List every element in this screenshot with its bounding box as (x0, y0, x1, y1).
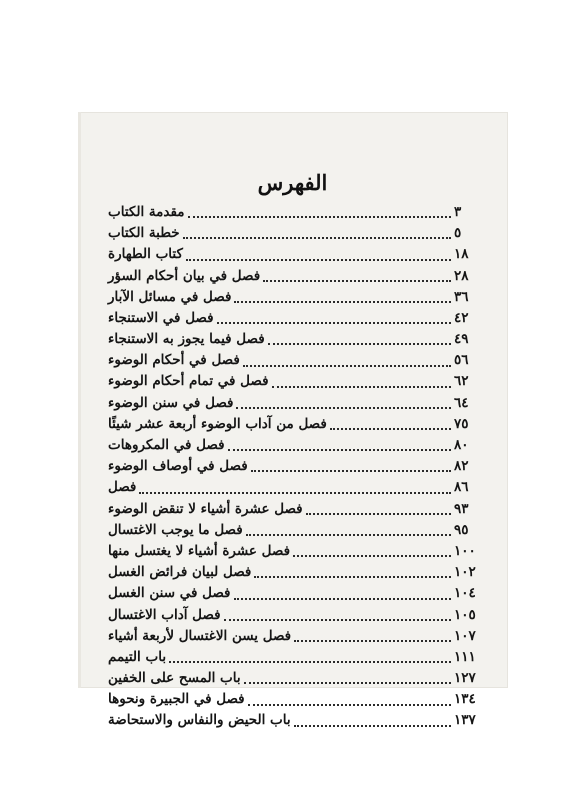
toc-entry (108, 414, 482, 435)
dot-leader (244, 682, 451, 684)
toc-entry-page-number: ٧٥ (454, 415, 469, 432)
toc-entry-title: خطبة الكتاب (108, 225, 180, 242)
toc-entry-title: فصل آداب الاغتسال (108, 606, 221, 623)
toc-entry-title: فصل عشرة أشياء لا تنقض الوضوء (108, 500, 303, 517)
toc-entry-title: فصل ما يوجب الاغتسال (108, 521, 243, 538)
dot-leader (293, 555, 451, 557)
toc-entry-page-number: ٤٢ (454, 309, 469, 326)
toc-entry (108, 541, 482, 562)
toc-entry (108, 266, 482, 287)
toc-entry-page-number: ١٣٧ (454, 712, 476, 729)
toc-entry (108, 499, 482, 520)
dot-leader (251, 470, 451, 472)
toc-entry (108, 647, 482, 668)
toc-entry-page-number: ٦٢ (454, 373, 469, 390)
toc-entry-page-number: ٦٤ (454, 394, 469, 411)
toc-entry-title: فصل عشرة أشياء لا يغتسل منها (108, 542, 291, 559)
page-title: الفهرس (257, 170, 328, 195)
toc-entry-title: فصل لبيان فرائض الغسل (108, 564, 252, 581)
toc-entry-page-number: ٩٥ (454, 521, 469, 538)
toc-entry-page-number: ١٣٤ (454, 691, 476, 708)
dot-leader (294, 725, 451, 727)
dot-leader (254, 576, 451, 578)
toc-entry (108, 668, 482, 689)
dot-leader (224, 619, 451, 621)
toc-entry-page-number: ٨٢ (454, 458, 469, 475)
dot-leader (188, 216, 451, 218)
toc-entry-page-number: ٤٩ (454, 331, 469, 348)
toc-entry-title: فصل في أوصاف الوضوء (108, 458, 248, 475)
toc-entry-title: باب الحيض والنفاس والاستحاضة (108, 712, 291, 729)
toc-entry (108, 456, 482, 477)
toc-entry-title: فصل في تمام أحكام الوضوء (108, 373, 269, 390)
page-edge (78, 112, 81, 688)
dot-leader (243, 365, 451, 367)
toc-entry-page-number: ٥٦ (454, 352, 469, 369)
dot-leader (186, 259, 451, 261)
dot-leader (139, 492, 451, 494)
toc-entry-page-number: ١٠٥ (454, 606, 476, 623)
toc-entry-title: باب التيمم (108, 648, 167, 665)
toc-entry-title: مقدمة الكتاب (108, 203, 185, 220)
toc-entry-title: كتاب الطهارة (108, 246, 183, 263)
toc-entry-title: فصل في المكروهات (108, 437, 225, 454)
toc-entry-title: فصل من آداب الوضوء أربعة عشر شيئًا (108, 415, 327, 432)
toc-entry-page-number: ٥ (454, 225, 462, 242)
dot-leader (263, 280, 451, 282)
dot-leader (306, 513, 451, 515)
toc-entry-title: فصل في مسائل الآبار (108, 288, 232, 305)
toc-entry (108, 308, 482, 329)
toc-entry (108, 223, 482, 244)
toc-entry (108, 435, 482, 456)
dot-leader (228, 449, 451, 451)
toc-entry (108, 626, 482, 647)
table-of-contents (108, 202, 482, 732)
toc-entry-page-number: ١٠٧ (454, 627, 476, 644)
dot-leader (217, 322, 451, 324)
toc-entry-page-number: ١٠٤ (454, 585, 476, 602)
toc-entry (108, 287, 482, 308)
toc-entry (108, 393, 482, 414)
dot-leader (183, 237, 451, 239)
dot-leader (294, 640, 451, 642)
toc-entry (108, 583, 482, 604)
toc-entry (108, 605, 482, 626)
toc-entry (108, 329, 482, 350)
dot-leader (268, 343, 451, 345)
toc-entry (108, 711, 482, 732)
dot-leader (234, 301, 451, 303)
toc-entry-page-number: ٩٣ (454, 500, 469, 517)
toc-entry-title: فصل في سنن الوضوء (108, 394, 234, 411)
toc-entry-title: فصل (108, 479, 137, 496)
toc-entry-title: باب المسح على الخفين (108, 670, 241, 687)
dot-leader (234, 598, 452, 600)
toc-entry-page-number: ٣ (454, 203, 462, 220)
toc-entry-page-number: ٨٠ (454, 437, 469, 454)
dot-leader (246, 534, 451, 536)
toc-entry-page-number: ٨٦ (454, 479, 469, 496)
dot-leader (330, 428, 451, 430)
toc-entry-page-number: ١١١ (454, 648, 476, 665)
toc-entry-page-number: ١٠٢ (454, 564, 476, 581)
toc-entry-page-number: ١٢٧ (454, 670, 476, 687)
toc-entry (108, 372, 482, 393)
toc-entry (108, 562, 482, 583)
dot-leader (248, 704, 451, 706)
toc-entry-title: فصل في أحكام الوضوء (108, 352, 240, 369)
dot-leader (236, 407, 451, 409)
dot-leader (169, 661, 451, 663)
dot-leader (272, 386, 451, 388)
toc-entry-title: فصل في الجبيرة ونحوها (108, 691, 245, 708)
toc-entry-title: فصل في سنن الغسل (108, 585, 231, 602)
toc-entry-page-number: ٢٨ (454, 267, 469, 284)
toc-entry-page-number: ١٨ (454, 246, 469, 263)
toc-entry-page-number: ١٠٠ (454, 542, 476, 559)
toc-entry-title: فصل يسن الاغتسال لأربعة أشياء (108, 627, 292, 644)
toc-entry-title: فصل في الاستنجاء (108, 309, 214, 326)
toc-entry-title: فصل فيما يجوز به الاستنجاء (108, 331, 265, 348)
toc-entry-page-number: ٣٦ (454, 288, 469, 305)
toc-entry (108, 689, 482, 710)
toc-entry (108, 520, 482, 541)
toc-entry (108, 202, 482, 223)
toc-entry-title: فصل في بيان أحكام السؤر (108, 267, 261, 284)
toc-entry (108, 477, 482, 498)
toc-entry (108, 244, 482, 265)
toc-entry (108, 350, 482, 371)
